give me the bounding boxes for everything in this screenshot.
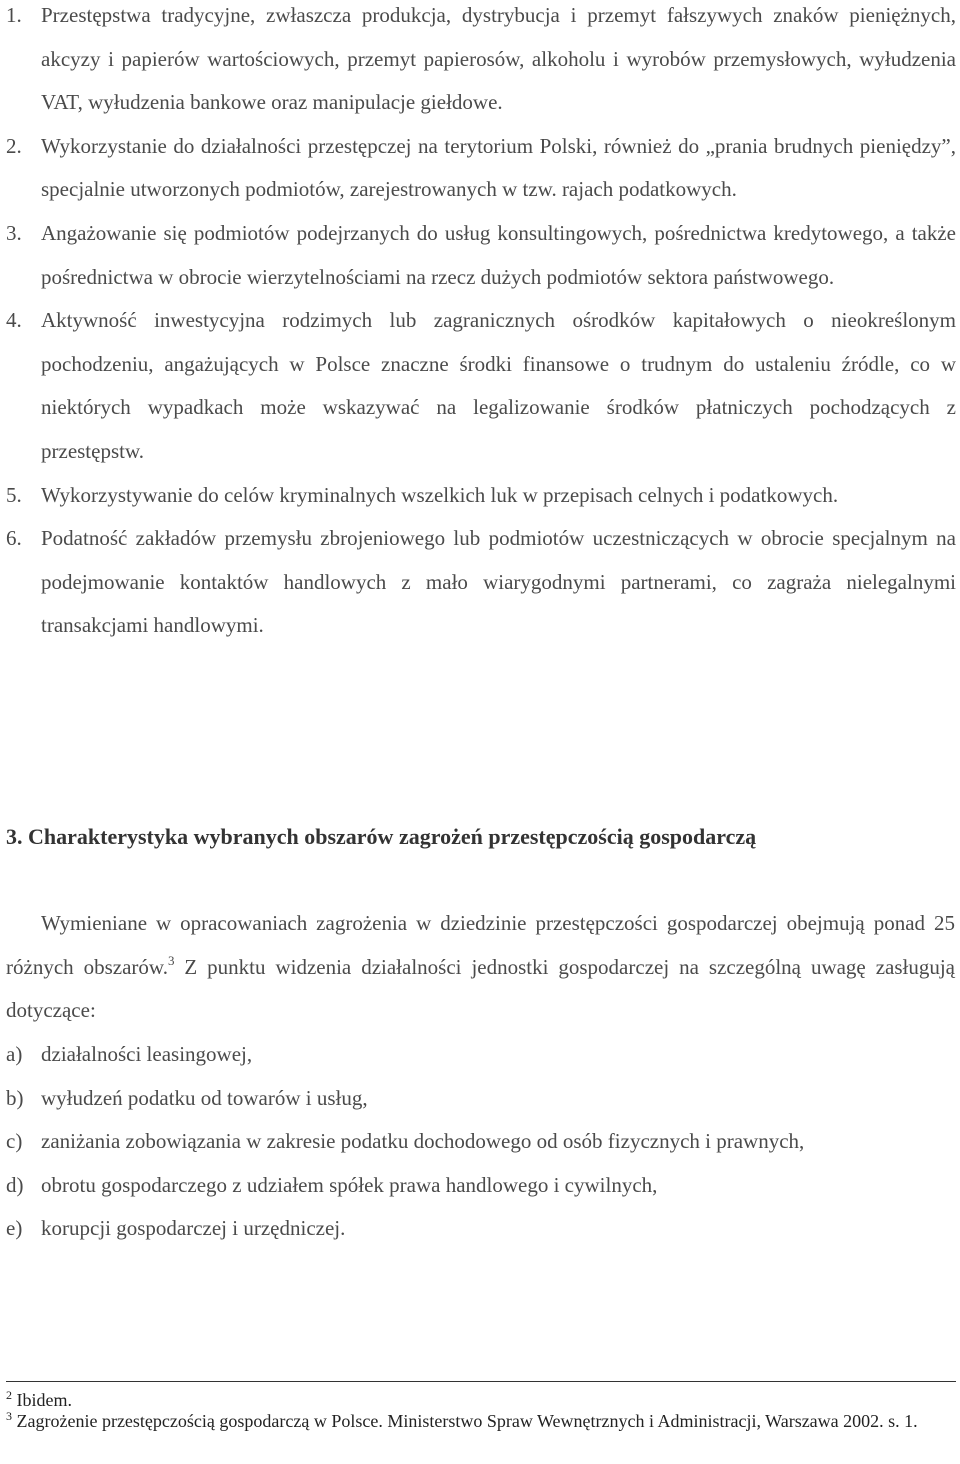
intro-text-continued: Z punktu widzenia działalności jednostki gospodarczej na szczególną uwagę zasługują dotyczące: bbox=[6, 954, 956, 1023]
areas-lettered-list bbox=[6, 1033, 956, 1251]
list-item-text: Wykorzystywanie do celów kryminalnych wszelkich luk w przepisach celnych i podatkowych. bbox=[41, 482, 839, 507]
list-item bbox=[6, 0, 956, 125]
section-heading: 3. Charakterystyka wybranych obszarów zagrożeń przestępczością gospodarczą bbox=[6, 824, 757, 849]
intro-text: Wymieniane w opracowaniach zagrożenia w dziedzinie przestępczości gospodarczej obejmują ponad 25 różnych obszarów. bbox=[6, 911, 955, 979]
list-item-text: Przestępstwa tradycyjne, zwłaszcza produkcja, dystrybucja i przemyt fałszywych znaków pieniężnych, akcyzy i papierów wartościowych, przemyt papierosów, alkoholu i wyrobów przemysłowych, wyłudzenia VAT, wyłudzenia bankowe oraz manipulacje giełdowe. bbox=[41, 3, 956, 115]
footnote-text: Zagrożenie przestępczością gospodarczą w Polsce. Ministerstwo Spraw Wewnętrznych i Administracji, Warszawa 2002. s. 1. bbox=[12, 1411, 918, 1431]
list-item-letter: e) bbox=[6, 1216, 23, 1241]
list-item-text: obrotu gospodarczego z udziałem spółek prawa handlowego i cywilnych, bbox=[41, 1172, 658, 1197]
footnote bbox=[6, 1411, 956, 1432]
list-item-number: 5. bbox=[6, 482, 22, 507]
list-item-number: 6. bbox=[6, 526, 22, 551]
footnote-reference: 3 bbox=[167, 952, 175, 968]
list-item bbox=[6, 517, 956, 648]
list-item-letter: a) bbox=[6, 1042, 23, 1066]
list-item-text: wyłudzeń podatku od towarów i usług, bbox=[41, 1085, 368, 1110]
footnote-text: Ibidem. bbox=[12, 1390, 72, 1410]
list-item-number: 1. bbox=[6, 3, 22, 27]
list-item-text: Wykorzystanie do działalności przestępczej na terytorium Polski, również do „prania brudnych pieniędzy”, specjalnie utworzonych podmiotów, zarejestrowanych w tzw. rajach podatkowych. bbox=[41, 133, 956, 202]
list-item bbox=[6, 212, 956, 299]
list-item-text: Aktywność inwestycyjna rodzimych lub zagranicznych ośrodków kapitałowych o nieokreślonym pochodzeniu, angażujących w Polsce znaczne środki finansowe o trudnym do ustaleniu źródle, co w niektórych wypadkach może wskazywać na legalizowanie środków płatniczych pochodzących z przestępstw. bbox=[41, 308, 956, 463]
list-item bbox=[6, 125, 956, 212]
list-item-text: działalności leasingowej, bbox=[41, 1042, 253, 1066]
list-item-text: Podatność zakładów przemysłu zbrojeniowego lub podmiotów uczestniczących w obrocie specjalnym na podejmowanie kontaktów handlowych z mało wiarygodnymi partnerami, co zagraża nielegalnymi transakcjami handlowymi. bbox=[41, 526, 956, 638]
list-item-number: 4. bbox=[6, 308, 22, 333]
footnotes bbox=[6, 1390, 956, 1432]
list-item bbox=[6, 1120, 956, 1164]
footnote-number: 2 bbox=[6, 1388, 12, 1402]
footnote-number: 3 bbox=[6, 1409, 12, 1423]
threats-numbered-list bbox=[6, 0, 956, 648]
list-item bbox=[6, 1033, 956, 1077]
list-item-letter: c) bbox=[6, 1129, 23, 1154]
intro-paragraph bbox=[6, 902, 955, 1033]
list-item-text: korupcji gospodarczej i urzędniczej. bbox=[41, 1216, 346, 1241]
list-item-number: 3. bbox=[6, 220, 22, 245]
list-item bbox=[6, 1207, 956, 1251]
list-item-number: 2. bbox=[6, 133, 22, 158]
footnote bbox=[6, 1390, 956, 1411]
list-item bbox=[6, 1077, 956, 1121]
footnote-divider bbox=[6, 1381, 956, 1382]
list-item bbox=[6, 1164, 956, 1208]
list-item bbox=[6, 474, 956, 518]
list-item-letter: b) bbox=[6, 1085, 24, 1110]
list-item-letter: d) bbox=[6, 1172, 24, 1197]
list-item-text: Angażowanie się podmiotów podejrzanych do usług konsultingowych, pośrednictwa kredytowego, a także pośrednictwa w obrocie wierzytelnościami na rzecz dużych podmiotów sektora państwowego. bbox=[41, 220, 956, 289]
list-item-text: zaniżania zobowiązania w zakresie podatku dochodowego od osób fizycznych i prawnych, bbox=[41, 1129, 805, 1154]
list-item bbox=[6, 299, 956, 473]
